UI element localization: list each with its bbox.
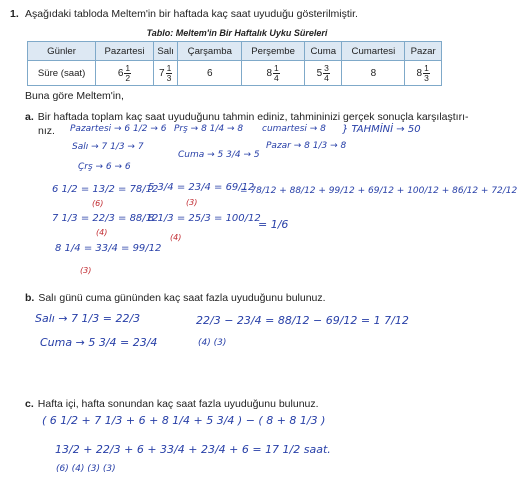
fraction bbox=[166, 64, 173, 83]
hw-weekly-result: = 1/6 bbox=[258, 218, 289, 231]
mixed-number bbox=[118, 64, 131, 83]
hw-multiplier-friday: (3) bbox=[186, 198, 198, 207]
table-header-day: Pazartesi bbox=[96, 42, 154, 61]
mixed-number bbox=[317, 64, 330, 83]
hw-convert-monday: 6 1/2 = 13/2 = 78/12 bbox=[52, 184, 159, 195]
whole-part: 8 bbox=[370, 67, 377, 79]
hw-b-multipliers: (4) (3) bbox=[198, 338, 227, 348]
whole-part: 6 bbox=[207, 67, 213, 79]
hw-b-calculation: 22/3 − 23/4 = 88/12 − 69/12 = 1 7/12 bbox=[196, 314, 409, 327]
hw-c-result: 13/2 + 22/3 + 6 + 33/4 + 23/4 + 6 = 17 1/2 saat. bbox=[55, 443, 331, 456]
intro-text: Buna göre Meltem'in, bbox=[25, 90, 124, 102]
hw-convert-thursday: 8 1/4 = 33/4 = 99/12 bbox=[55, 243, 162, 254]
table-cell bbox=[405, 61, 442, 86]
part-b-text: Salı günü cuma gününden kaç saat fazla uyuduğunu bulunuz. bbox=[38, 292, 326, 304]
table-header-day: Salı bbox=[153, 42, 178, 61]
numerator: 1 bbox=[424, 62, 429, 73]
hw-estimate-monday: Pazartesi → 6 1/2 → 6 bbox=[70, 124, 167, 134]
part-a-text: Bir haftada toplam kaç saat uyuduğunu tahmin ediniz, tahmininizi gerçek sonuçla karşılaştırı- bbox=[37, 111, 469, 123]
hw-c-multipliers: (6) (4) (3) (3) bbox=[56, 464, 116, 474]
hw-multiplier-tuesday: (4) bbox=[96, 228, 108, 237]
hw-estimate-wednesday: Çrş → 6 → 6 bbox=[78, 162, 131, 172]
hw-multiplier-sunday: (4) bbox=[170, 233, 182, 242]
part-a-prompt bbox=[25, 111, 469, 123]
mixed-number bbox=[159, 64, 172, 83]
whole-part: 6 bbox=[117, 67, 124, 79]
table-header-day: Perşembe bbox=[242, 42, 305, 61]
hw-estimate-saturday: cumartesi → 8 bbox=[262, 124, 326, 134]
hw-estimate-total: } TAHMİNİ → 50 bbox=[342, 124, 421, 135]
numerator: 3 bbox=[324, 62, 329, 73]
table-cell bbox=[96, 61, 154, 86]
table-row-label: Süre (saat) bbox=[28, 61, 96, 86]
hw-multiplier-thursday: (3) bbox=[80, 266, 92, 275]
hw-multiplier-monday: (6) bbox=[92, 199, 104, 208]
whole-part: 8 bbox=[416, 67, 423, 79]
hw-b-tuesday: Salı → 7 1/3 = 22/3 bbox=[35, 312, 141, 325]
part-c-text: Hafta içi, hafta sonundan kaç saat fazla uyuduğunu bulunuz. bbox=[37, 398, 319, 410]
part-c-letter: c. bbox=[25, 398, 34, 410]
table-cell bbox=[178, 61, 242, 86]
table-value-row bbox=[28, 61, 442, 86]
part-a-letter: a. bbox=[25, 111, 34, 123]
denominator: 3 bbox=[424, 72, 429, 83]
fraction bbox=[273, 64, 280, 83]
whole-part: 8 bbox=[266, 67, 272, 79]
numerator: 1 bbox=[166, 62, 172, 73]
denominator: 4 bbox=[274, 72, 279, 83]
table-cell bbox=[305, 61, 342, 86]
mixed-number bbox=[417, 64, 430, 83]
question-text: Aşağıdaki tabloda Meltem'in bir haftada kaç saat uyuduğu gösterilmiştir. bbox=[25, 8, 358, 20]
mixed-number bbox=[266, 64, 279, 83]
table-header-day: Cumartesi bbox=[342, 42, 405, 61]
hw-c-expression: ( 6 1/2 + 7 1/3 + 6 + 8 1/4 + 5 3/4 ) − ( 8 + 8 1/3 ) bbox=[42, 414, 326, 427]
hw-convert-friday: 5 3/4 = 23/4 = 69/12 bbox=[148, 182, 255, 193]
hw-estimate-thursday: Prş → 8 1/4 → 8 bbox=[174, 124, 244, 134]
fraction bbox=[323, 64, 330, 83]
whole-part: 7 bbox=[159, 67, 165, 79]
hw-estimate-sunday: Pazar → 8 1/3 → 8 bbox=[266, 141, 347, 151]
hw-b-friday: Cuma → 5 3/4 = 23/4 bbox=[40, 336, 158, 349]
fraction bbox=[423, 64, 430, 83]
hw-convert-tuesday: 7 1/3 = 22/3 = 88/12 bbox=[52, 213, 159, 224]
part-c-prompt bbox=[25, 398, 319, 410]
table-header-row bbox=[28, 42, 442, 61]
table-header-label: Günler bbox=[28, 42, 96, 61]
part-b-letter: b. bbox=[25, 292, 35, 304]
table-caption: Tablo: Meltem'in Bir Haftalık Uyku Süreleri bbox=[146, 28, 328, 38]
part-b-prompt bbox=[25, 292, 326, 304]
denominator: 4 bbox=[324, 72, 329, 83]
question-number: 1. bbox=[10, 8, 19, 20]
table-header-day: Cuma bbox=[305, 42, 342, 61]
table-header-day: Çarşamba bbox=[178, 42, 242, 61]
table-cell bbox=[153, 61, 178, 86]
table-header-day: Pazar bbox=[405, 42, 442, 61]
hw-weekly-sum: = 78/12 + 88/12 + 99/12 + 69/12 + 100/12 + 86/12 + 72/12 bbox=[240, 186, 517, 196]
numerator: 1 bbox=[274, 62, 279, 73]
hw-estimate-tuesday: Salı → 7 1/3 → 7 bbox=[72, 142, 144, 152]
sleep-table bbox=[27, 41, 442, 86]
fraction bbox=[124, 64, 131, 83]
denominator: 3 bbox=[166, 72, 172, 83]
denominator: 2 bbox=[125, 72, 131, 83]
whole-part: 5 bbox=[316, 67, 323, 79]
table-cell bbox=[242, 61, 305, 86]
numerator: 1 bbox=[125, 62, 131, 73]
hw-estimate-friday: Cuma → 5 3/4 → 5 bbox=[178, 150, 260, 160]
table-cell bbox=[342, 61, 405, 86]
hw-convert-sunday: 8 1/3 = 25/3 = 100/12 bbox=[148, 213, 261, 224]
part-a-text-cont: nız. bbox=[38, 125, 55, 137]
